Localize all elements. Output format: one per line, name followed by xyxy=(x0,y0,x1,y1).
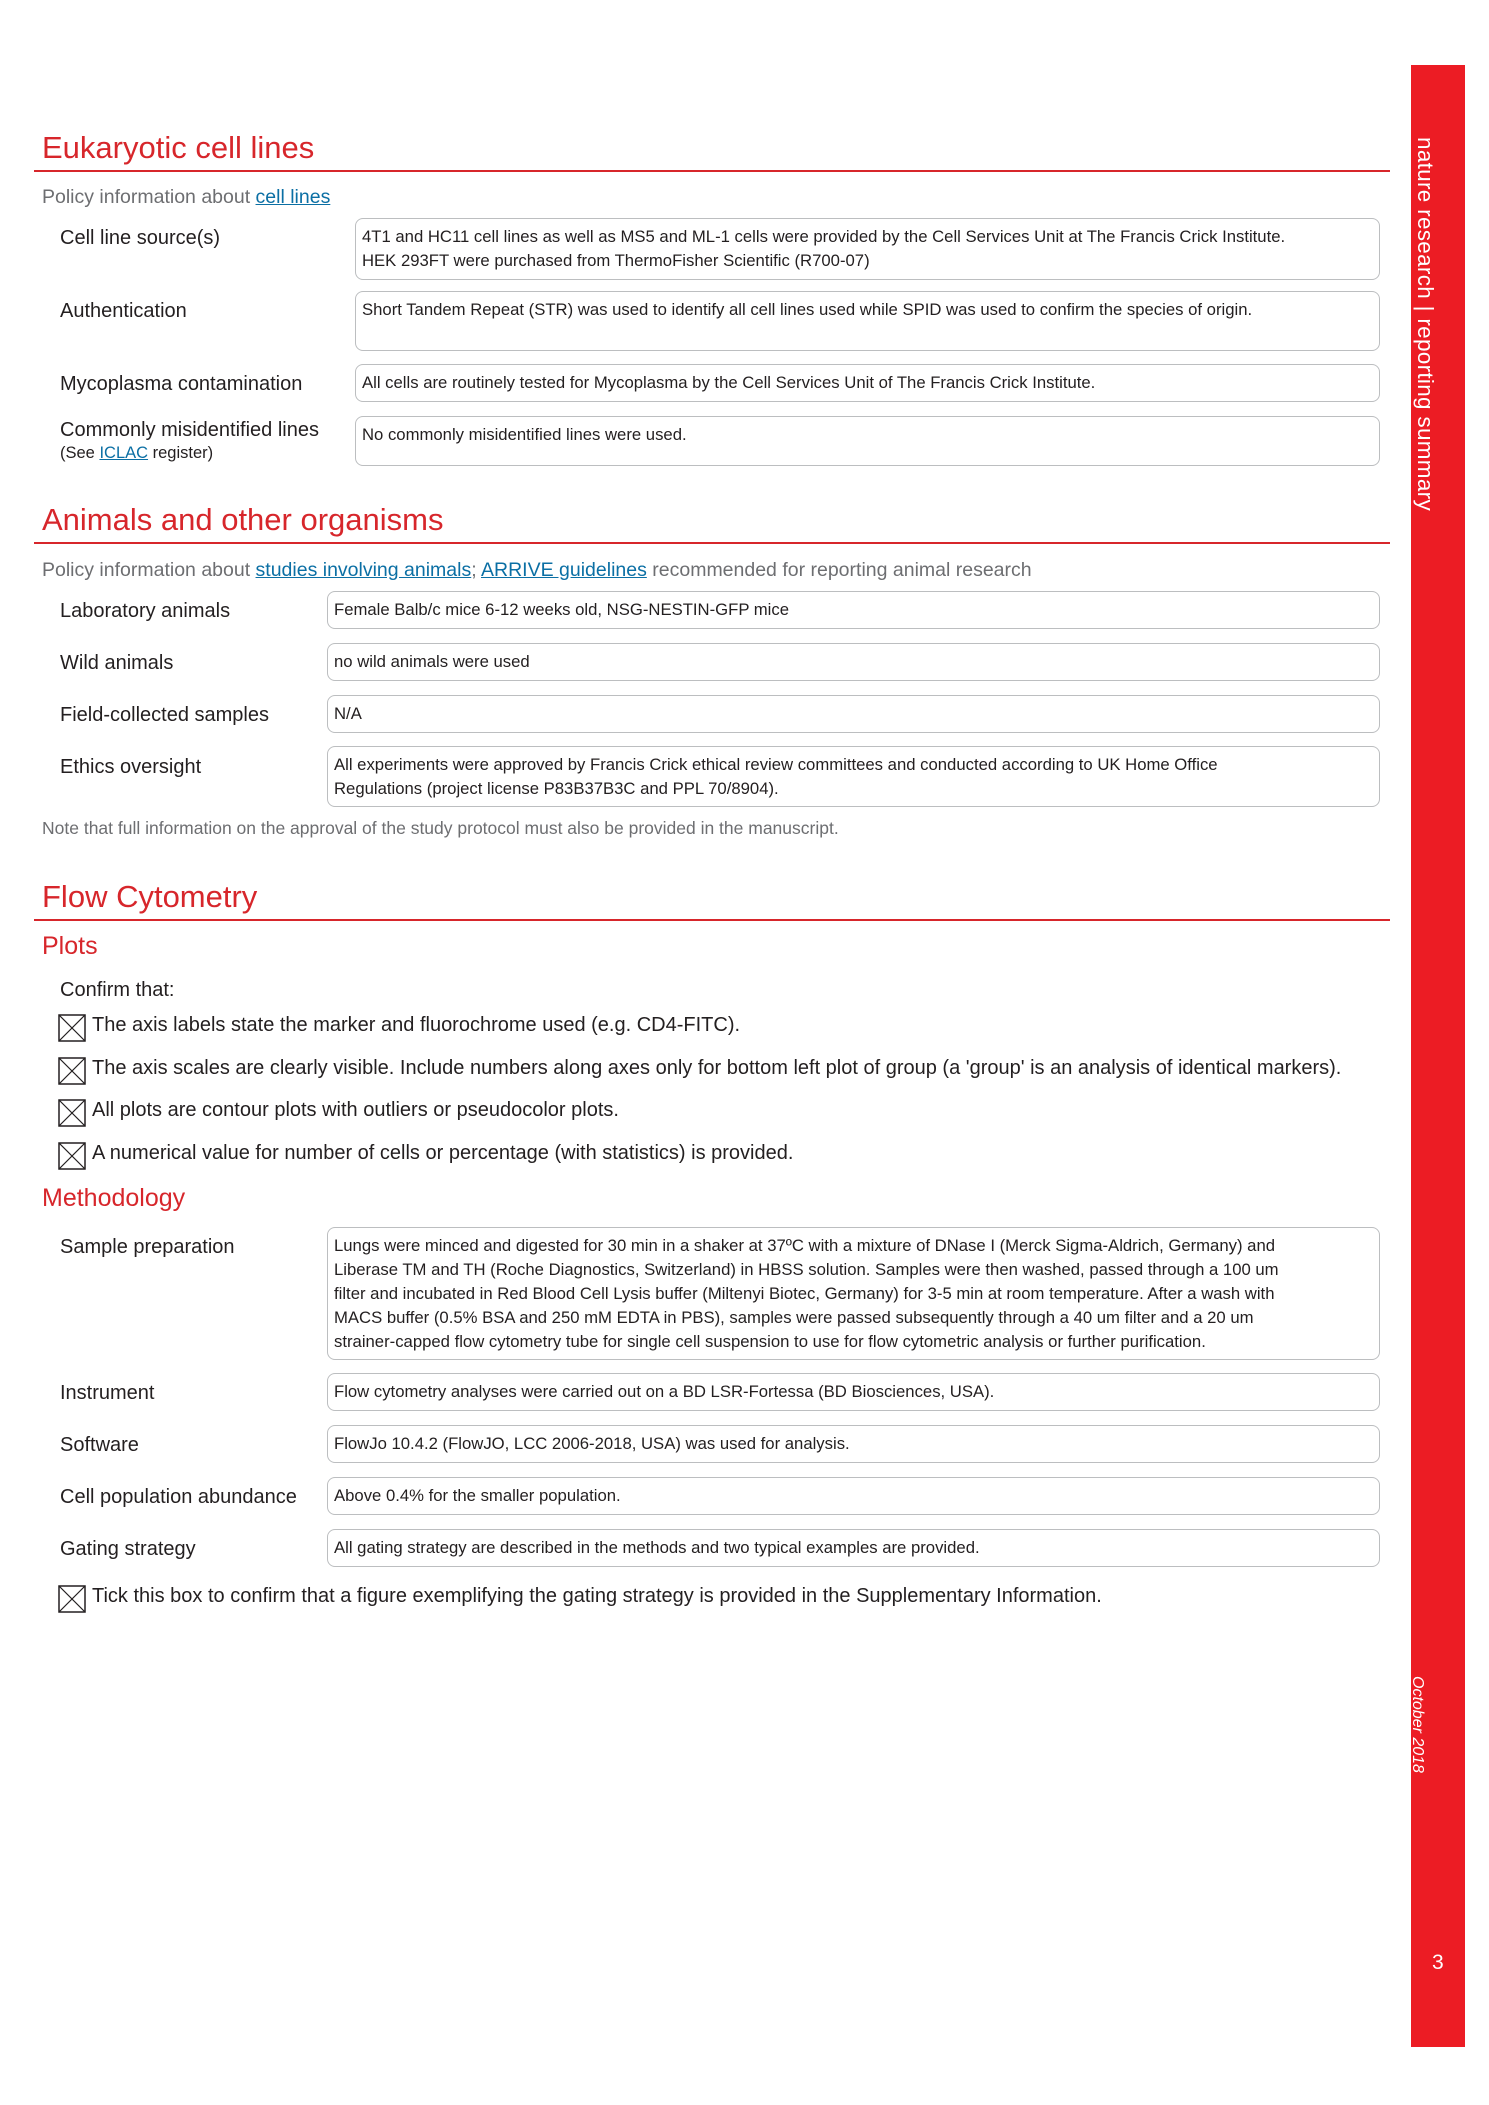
section-title-flow: Flow Cytometry xyxy=(42,879,258,914)
section-rule xyxy=(34,919,1390,921)
section-rule xyxy=(34,542,1390,544)
checkbox-checked-icon[interactable] xyxy=(58,1057,86,1085)
policy-prefix: Policy information about xyxy=(42,186,256,208)
iclac-prefix: (See xyxy=(60,444,100,462)
label-mycoplasma: Mycoplasma contamination xyxy=(60,373,303,395)
label-gating-strategy: Gating strategy xyxy=(60,1538,196,1560)
section-title-animals: Animals and other organisms xyxy=(42,502,444,537)
confirm-label: Confirm that: xyxy=(60,979,175,1001)
check-item-contour-plots: All plots are contour plots with outliers or pseudocolor plots. xyxy=(92,1099,619,1121)
label-ethics-oversight: Ethics oversight xyxy=(60,756,202,778)
checkbox-checked-icon[interactable] xyxy=(58,1014,86,1042)
field-laboratory-animals[interactable]: Female Balb/c mice 6-12 weeks old, NSG-NESTIN-GFP mice xyxy=(327,591,1380,629)
label-cell-population-abundance: Cell population abundance xyxy=(60,1486,297,1508)
policy-line-cell-lines xyxy=(42,186,330,209)
check-item-numerical-value: A numerical value for number of cells or percentage (with statistics) is provided. xyxy=(92,1142,794,1164)
journal-brand: nature research | reporting summary xyxy=(1413,137,1438,511)
label-authentication: Authentication xyxy=(60,300,187,322)
policy-separator: ; xyxy=(471,559,481,581)
label-sample-preparation: Sample preparation xyxy=(60,1236,235,1258)
field-sample-preparation[interactable]: Lungs were minced and digested for 30 min in a shaker at 37ºC with a mixture of DNase I (Merck Sigma-Aldrich, Germany) and Liberase TM and TH (Roche Diagnostics, Switzerland) in HBSS solution. Samples were then washed, passed through a 100 um filter and incubated in Red Blood Cell Lysis buffer (Miltenyi Biotec, Germany) for 3-5 min at room temperature. After a wash with MACS buffer (0.5% BSA and 250 mM EDTA in PBS), samples were passed subsequently through a 40 um filter and a 20 um strainer-capped flow cytometry tube for single cell suspension to use for flow cytometric analysis or further purification. xyxy=(327,1227,1380,1360)
label-software: Software xyxy=(60,1434,139,1456)
iclac-link[interactable]: ICLAC xyxy=(99,444,149,462)
protocol-note: Note that full information on the approval of the study protocol must also be provided in the manuscript. xyxy=(42,818,839,838)
field-mycoplasma[interactable]: All cells are routinely tested for Mycoplasma by the Cell Services Unit of The Francis Crick Institute. xyxy=(355,364,1380,402)
arrive-guidelines-link[interactable]: ARRIVE guidelines xyxy=(481,559,647,581)
iclac-note xyxy=(60,444,213,463)
iclac-suffix: register) xyxy=(148,444,214,462)
policy-suffix: recommended for reporting animal research xyxy=(646,559,1032,581)
field-software[interactable]: FlowJo 10.4.2 (FlowJO, LCC 2006-2018, USA) was used for analysis. xyxy=(327,1425,1380,1463)
field-wild-animals[interactable]: no wild animals were used xyxy=(327,643,1380,681)
field-instrument[interactable]: Flow cytometry analyses were carried out on a BD LSR-Fortessa (BD Biosciences, USA). xyxy=(327,1373,1380,1411)
field-cell-line-source[interactable]: 4T1 and HC11 cell lines as well as MS5 and ML-1 cells were provided by the Cell Services Unit at The Francis Crick Institute. HEK 293FT were purchased from ThermoFisher Scientific (R700-07) xyxy=(355,218,1380,280)
policy-line-animals xyxy=(42,559,1032,582)
label-misidentified: Commonly misidentified lines xyxy=(60,419,319,441)
checkbox-checked-icon[interactable] xyxy=(58,1585,86,1613)
checkbox-checked-icon[interactable] xyxy=(58,1099,86,1127)
field-misidentified[interactable]: No commonly misidentified lines were used. xyxy=(355,416,1380,466)
revision-date: October 2018 xyxy=(1409,1676,1426,1773)
section-rule xyxy=(34,170,1390,172)
label-field-collected: Field-collected samples xyxy=(60,704,269,726)
subsection-plots: Plots xyxy=(42,932,98,960)
cell-lines-link[interactable]: cell lines xyxy=(255,186,331,208)
label-cell-line-source: Cell line source(s) xyxy=(60,227,221,249)
label-wild-animals: Wild animals xyxy=(60,652,174,674)
page-number: 3 xyxy=(1432,1951,1444,1974)
section-title-eukaryotic: Eukaryotic cell lines xyxy=(42,130,315,165)
field-gating-strategy[interactable]: All gating strategy are described in the methods and two typical examples are provided. xyxy=(327,1529,1380,1567)
field-cell-population-abundance[interactable]: Above 0.4% for the smaller population. xyxy=(327,1477,1380,1515)
field-authentication[interactable]: Short Tandem Repeat (STR) was used to identify all cell lines used while SPID was used to confirm the species of origin. xyxy=(355,291,1380,351)
policy-prefix: Policy information about xyxy=(42,559,256,581)
label-instrument: Instrument xyxy=(60,1382,155,1404)
check-item-axis-labels: The axis labels state the marker and fluorochrome used (e.g. CD4-FITC). xyxy=(92,1014,741,1036)
check-item-gating-figure: Tick this box to confirm that a figure exemplifying the gating strategy is provided in the Supplementary Information. xyxy=(92,1585,1102,1607)
field-field-collected[interactable]: N/A xyxy=(327,695,1380,733)
check-item-axis-scales: The axis scales are clearly visible. Include numbers along axes only for bottom left plot of group (a 'group' is an analysis of identical markers). xyxy=(92,1057,1342,1079)
field-ethics-oversight[interactable]: All experiments were approved by Francis Crick ethical review committees and conducted according to UK Home Office Regulations (project license P83B37B3C and PPL 70/8904). xyxy=(327,746,1380,807)
studies-involving-animals-link[interactable]: studies involving animals xyxy=(255,559,472,581)
label-laboratory-animals: Laboratory animals xyxy=(60,600,231,622)
checkbox-checked-icon[interactable] xyxy=(58,1142,86,1170)
subsection-methodology: Methodology xyxy=(42,1184,186,1212)
